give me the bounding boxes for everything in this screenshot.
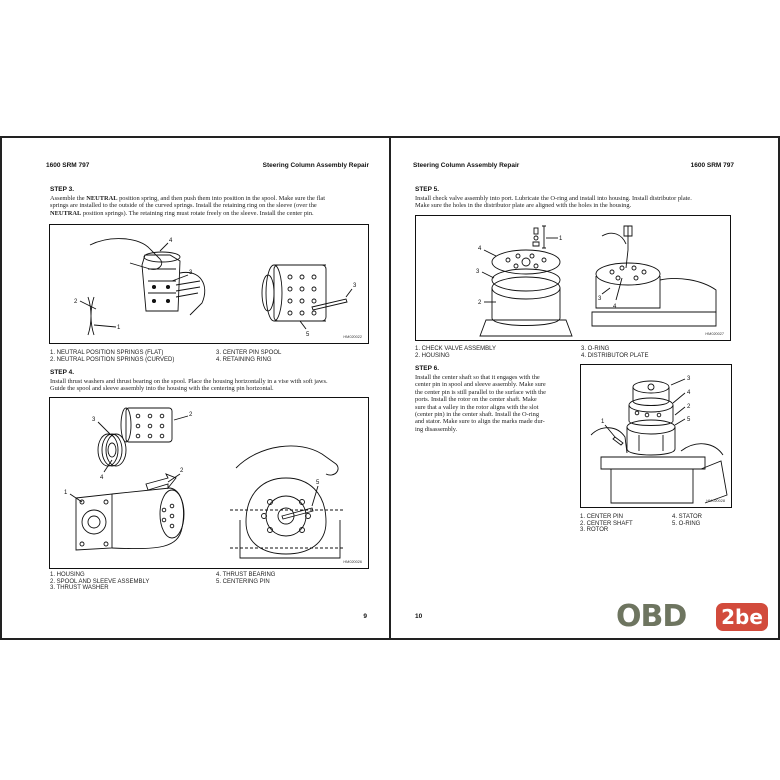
logo-tag: 2be (716, 603, 768, 631)
step4-callout-3: 3 (92, 417, 96, 423)
step4-legend-item: 3. THRUST WASHER (50, 585, 109, 592)
step6-legend-item: 1. CENTER PIN (580, 514, 624, 520)
step6-illustration (581, 365, 732, 508)
step3-legend (50, 350, 370, 366)
step6-callout-1: 1 (601, 419, 605, 425)
right-header-title: Steering Column Assembly Repair (413, 162, 520, 169)
step5-figure-code: HM020027 (705, 332, 724, 336)
step4-callout-5: 5 (316, 480, 320, 486)
step4-illustration (50, 398, 369, 569)
step3-text: Assemble the NEUTRAL position spring, and then push them into position in the spool. Make sure the flat springs are installed to the outside of the curved springs. Install the retaining ring on the sleeve (over the NEUTRAL position springs). The retaining ring must rotate freely on the sleeve. Install the center pin. (50, 195, 325, 217)
step6-legend-item: 5. O-RING (672, 520, 701, 527)
step4-callout-2b: 2 (180, 468, 184, 474)
step3-callout-1: 1 (117, 325, 121, 331)
step4-callout-2: 2 (189, 412, 193, 418)
step6-title: STEP 6. (415, 365, 440, 372)
step5-callout-4b: 4 (613, 304, 617, 310)
step4-legend-list (50, 572, 370, 594)
step4-figure-code: HM020026 (343, 560, 362, 564)
step4-legend-item: 1. HOUSING (50, 572, 85, 578)
step3-legend-item: 4. RETAINING RING (216, 356, 272, 363)
step5-legend-item: 1. CHECK VALVE ASSEMBLY (415, 346, 497, 352)
step6-legend-item: 3. ROTOR (580, 527, 609, 534)
step4-figure (49, 397, 369, 569)
step5-callout-3b: 3 (598, 296, 602, 302)
step5-legend-item: 3. O-RING (581, 346, 610, 352)
step3-illustration (50, 225, 369, 344)
step3-legend-item: 1. NEUTRAL POSITION SPRINGS (FLAT) (50, 350, 164, 356)
step5-callout-4: 4 (478, 246, 482, 252)
step5-callout-1: 1 (559, 236, 563, 242)
left-page-number: 9 (363, 613, 367, 620)
logo-text: OBD (616, 599, 687, 634)
step3-callout-4: 4 (169, 238, 173, 244)
step4-title: STEP 4. (50, 369, 75, 376)
step4-callout-4: 4 (100, 475, 104, 481)
step6-callout-5: 5 (687, 417, 691, 423)
step3-callout-2: 2 (74, 299, 78, 305)
step5-legend-item: 4. DISTRIBUTOR PLATE (581, 352, 649, 359)
step5-figure (415, 215, 731, 341)
step5-illustration (416, 216, 731, 341)
left-header-doc-code: 1600 SRM 797 (46, 162, 90, 169)
step6-figure-code: HM020028 (706, 499, 725, 503)
step3-figure (49, 224, 369, 344)
step6-legend-item: 2. CENTER SHAFT (580, 520, 633, 527)
step3-legend-item: 3. CENTER PIN SPOOL (216, 350, 282, 356)
step3-legend-item: 2. NEUTRAL POSITION SPRINGS (CURVED) (50, 356, 175, 363)
step6-text: Install the center shaft so that it engages with the center pin in spool and sleeve assembly. Make sure the center pin is still parallel to the surface with the ports. Install the rotor on the center shaft. Make sure that a valley in the rotor aligns with the slot (center pin) in the center shaft. Install the O-ring and stator. Make sure to align the marks made dur- ing disassembly. (415, 374, 546, 433)
step4-legend-item: 2. SPOOL AND SLEEVE ASSEMBLY (50, 578, 150, 585)
step3-callout-5: 5 (306, 332, 310, 338)
left-header-title: Steering Column Assembly Repair (262, 162, 369, 169)
right-page (390, 138, 780, 638)
obd2be-logo (616, 600, 772, 634)
step6-callout-3: 3 (687, 376, 691, 382)
step4-text: Install thrust washers and thrust bearing on the spool. Place the housing horizontally in a vise with soft jaws. Guide the spool and sleeve assembly into the housing with the centering pin horizontal. (50, 378, 328, 393)
step5-legend-item: 2. HOUSING (415, 352, 450, 359)
step3-title: STEP 3. (50, 186, 75, 193)
step6-figure (580, 364, 732, 508)
step4-legend (50, 708, 370, 730)
step4-callout-1: 1 (64, 490, 68, 496)
step6-legend (580, 514, 750, 536)
step5-text: Install check valve assembly into port. Lubricate the O-ring and install into housing. Install distributor plate. Make sure the holes in the distributor plate are aligned with the holes in the housing. (415, 195, 692, 210)
left-page (0, 138, 390, 638)
step5-legend (415, 346, 735, 362)
step5-title: STEP 5. (415, 186, 440, 193)
right-page-number: 10 (415, 613, 423, 620)
right-header-doc-code: 1600 SRM 797 (690, 162, 734, 169)
step3-callout-3: 3 (189, 270, 193, 276)
manual-spread (0, 136, 780, 640)
step6-legend-item: 4. STATOR (672, 514, 703, 520)
step3-callout-3b: 3 (353, 283, 357, 289)
step4-legend-item: 5. CENTERING PIN (216, 578, 270, 585)
step5-callout-3: 3 (476, 269, 480, 275)
step6-callout-4: 4 (687, 390, 691, 396)
step3-figure-code: HM020022 (343, 335, 362, 339)
step6-callout-2: 2 (687, 404, 691, 410)
step4-legend-item: 4. THRUST BEARING (216, 572, 276, 578)
step5-callout-2: 2 (478, 300, 482, 306)
